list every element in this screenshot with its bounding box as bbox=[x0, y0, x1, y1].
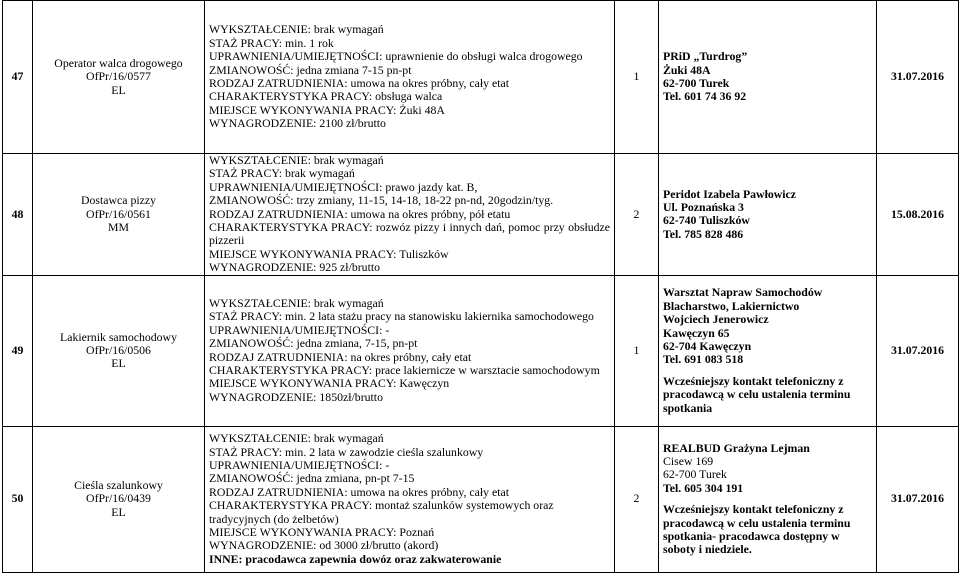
position-cell bbox=[33, 275, 205, 426]
expiry-date: 15.08.2016 bbox=[877, 154, 959, 276]
detail-line: STAŻ PRACY: brak wymagań bbox=[209, 166, 355, 181]
employer-line: Warsztat Napraw Samochodów bbox=[663, 285, 823, 300]
employer-line: 62-700 Turek bbox=[663, 76, 730, 90]
detail-line: WYKSZTAŁCENIE: brak wymagań bbox=[209, 22, 384, 37]
vacancy-count: 2 bbox=[615, 154, 659, 276]
detail-line: CHARAKTERYSTYKA PRACY: rozwóz pizzy i innych dań, pomoc przy obsłudze pizzerii bbox=[209, 220, 610, 248]
detail-line: UPRAWNIENIA/UMIEJĘTNOŚCI: - bbox=[209, 322, 390, 337]
employer-note-line: spotkania bbox=[663, 400, 713, 415]
offer-number: 49 bbox=[3, 275, 33, 426]
detail-line: ZMIANOWOŚĆ: trzy zmiany, 11-15, 14-18, 18-22 pn-nd, 20godzin/tyg. bbox=[209, 193, 554, 208]
employer-line: Wojciech Jenerowicz bbox=[663, 312, 769, 327]
detail-line: WYNAGRODZENIE: 1850zł/brutto bbox=[209, 389, 383, 404]
vacancy-count: 1 bbox=[615, 275, 659, 426]
table-row bbox=[3, 1, 959, 154]
employer-note-line: pracodawcą w celu ustalenia terminu bbox=[663, 515, 851, 530]
expiry-date: 31.07.2016 bbox=[877, 426, 959, 572]
detail-line: CHARAKTERYSTYKA PRACY: montaż szalunków systemowych oraz tradycyjnych (do żelbetów) bbox=[209, 498, 554, 526]
table-row bbox=[3, 426, 959, 572]
detail-line: UPRAWNIENIA/UMIEJĘTNOŚCI: prawo jazdy kat. B, bbox=[209, 179, 478, 194]
employer-note-line: Wcześniejszy kontakt telefoniczny z bbox=[663, 502, 844, 517]
employer-cell bbox=[659, 426, 877, 572]
employer-line: Tel. 785 828 486 bbox=[663, 226, 744, 241]
detail-line: UPRAWNIENIA/UMIEJĘTNOŚCI: uprawnienie do obsługi walca drogowego bbox=[209, 49, 583, 64]
offer-number: 50 bbox=[3, 426, 33, 572]
offer-code: OfPr/16/0577 bbox=[86, 69, 151, 84]
detail-line: RODZAJ ZATRUDNIENIA: umowa na okres próbny, cały etat bbox=[209, 484, 509, 499]
position-title: Dostawca pizzy bbox=[80, 193, 156, 208]
detail-line: UPRAWNIENIA/UMIEJĘTNOŚCI: - bbox=[209, 457, 390, 472]
detail-line: RODZAJ ZATRUDNIENIA: umowa na okres próbny, pół etatu bbox=[209, 206, 511, 221]
detail-line: CHARAKTERYSTYKA PRACY: obsługa walca bbox=[209, 89, 443, 104]
expiry-date: 31.07.2016 bbox=[877, 275, 959, 426]
position-cell bbox=[33, 426, 205, 572]
detail-line: WYNAGRODZENIE: 925 zł/brutto bbox=[209, 260, 381, 275]
detail-line: MIEJSCE WYKONYWANIA PRACY: Tuliszków bbox=[209, 246, 449, 261]
offer-number: 47 bbox=[3, 1, 33, 154]
advisor-initials: EL bbox=[111, 82, 126, 97]
detail-line: RODZAJ ZATRUDNIENIA: na okres próbny, cały etat bbox=[209, 349, 472, 364]
detail-line: STAŻ PRACY: min. 1 rok bbox=[209, 35, 334, 50]
position-cell bbox=[33, 154, 205, 276]
position-title: Cieśla szalunkowy bbox=[74, 478, 163, 493]
employer-line: Ul. Poznańska 3 bbox=[663, 199, 744, 214]
employer-cell bbox=[659, 275, 877, 426]
table-row bbox=[3, 275, 959, 426]
vacancy-count: 1 bbox=[615, 1, 659, 154]
job-offers-table bbox=[2, 0, 959, 573]
employer-line: Żuki 48A bbox=[663, 62, 711, 77]
detail-line: WYNAGRODZENIE: 2100 zł/brutto bbox=[209, 116, 386, 131]
position-title: Lakiernik samochodowy bbox=[60, 329, 177, 344]
detail-line: CHARAKTERYSTYKA PRACY: prace lakiernicze w warsztacie samochodowym bbox=[209, 363, 600, 378]
employer-cell bbox=[659, 154, 877, 276]
vacancy-count: 2 bbox=[615, 426, 659, 572]
detail-line: ZMIANOWOŚĆ: jedna zmiana, 7-15, pn-pt bbox=[209, 336, 418, 351]
employer-cell bbox=[659, 1, 877, 154]
employer-line: Blacharstwo, Lakiernictwo bbox=[663, 298, 800, 313]
detail-line: WYNAGRODZENIE: od 3000 zł/brutto (akord) bbox=[209, 538, 439, 553]
employer-line: Tel. 601 74 36 92 bbox=[663, 89, 747, 104]
detail-line: INNE: pracodawca zapewnia dowóz oraz zakwaterowanie bbox=[209, 551, 502, 566]
offer-number: 48 bbox=[3, 154, 33, 276]
table-row bbox=[3, 154, 959, 276]
offer-code: OfPr/16/0439 bbox=[86, 491, 151, 506]
employer-line: Tel. 691 083 518 bbox=[663, 352, 744, 367]
detail-line: ZMIANOWOŚĆ: jedna zmiana, pn-pt 7-15 bbox=[209, 471, 415, 486]
offer-details bbox=[205, 426, 615, 572]
advisor-initials: EL bbox=[111, 504, 126, 519]
employer-note-line: Wcześniejszy kontakt telefoniczny z bbox=[663, 373, 844, 388]
detail-line: ZMIANOWOŚĆ: jedna zmiana 7-15 pn-pt bbox=[209, 62, 412, 77]
employer-line: Peridot Izabela Pawłowicz bbox=[663, 186, 797, 201]
detail-line: MIEJSCE WYKONYWANIA PRACY: Żuki 48A bbox=[209, 102, 445, 117]
detail-line: STAŻ PRACY: min. 2 lata w zawodzie cieśla szalunkowy bbox=[209, 444, 484, 459]
expiry-date: 31.07.2016 bbox=[877, 1, 959, 154]
detail-line: STAŻ PRACY: min. 2 lata stażu pracy na stanowisku lakiernika samochodowego bbox=[209, 309, 594, 324]
offer-code: OfPr/16/0561 bbox=[86, 206, 151, 221]
offer-details bbox=[205, 154, 615, 276]
employer-note-line: pracodawcą w celu ustalenia terminu bbox=[663, 387, 851, 402]
position-title: Operator walca drogowego bbox=[54, 55, 183, 70]
detail-line: WYKSZTAŁCENIE: brak wymagań bbox=[209, 296, 384, 311]
offer-code: OfPr/16/0506 bbox=[86, 342, 151, 357]
advisor-initials: MM bbox=[108, 220, 129, 235]
advisor-initials: EL bbox=[111, 356, 126, 371]
employer-note-line: spotkania- pracodawca dostępny w bbox=[663, 528, 840, 543]
employer-line: 62-700 Turek bbox=[663, 467, 727, 482]
employer-line: PRiD „Turdrog” bbox=[663, 49, 748, 64]
employer-line: 62-740 Tuliszków bbox=[663, 213, 750, 228]
detail-line: MIEJSCE WYKONYWANIA PRACY: Kawęczyn bbox=[209, 376, 450, 391]
detail-line: RODZAJ ZATRUDNIENIA: umowa na okres próbny, cały etat bbox=[209, 76, 509, 90]
employer-line: Cisew 169 bbox=[663, 453, 714, 468]
employer-line: REALBUD Grażyna Lejman bbox=[663, 440, 810, 455]
employer-line: Tel. 605 304 191 bbox=[663, 480, 744, 495]
offer-details bbox=[205, 275, 615, 426]
offer-details bbox=[205, 1, 615, 154]
employer-line: 62-704 Kawęczyn bbox=[663, 338, 752, 353]
detail-line: WYKSZTAŁCENIE: brak wymagań bbox=[209, 431, 384, 446]
employer-line: Kawęczyn 65 bbox=[663, 325, 730, 340]
detail-line: WYKSZTAŁCENIE: brak wymagań bbox=[209, 153, 384, 167]
detail-line: MIEJSCE WYKONYWANIA PRACY: Poznań bbox=[209, 524, 435, 539]
employer-note-line: soboty i niedziele. bbox=[663, 542, 752, 557]
position-cell bbox=[33, 1, 205, 154]
